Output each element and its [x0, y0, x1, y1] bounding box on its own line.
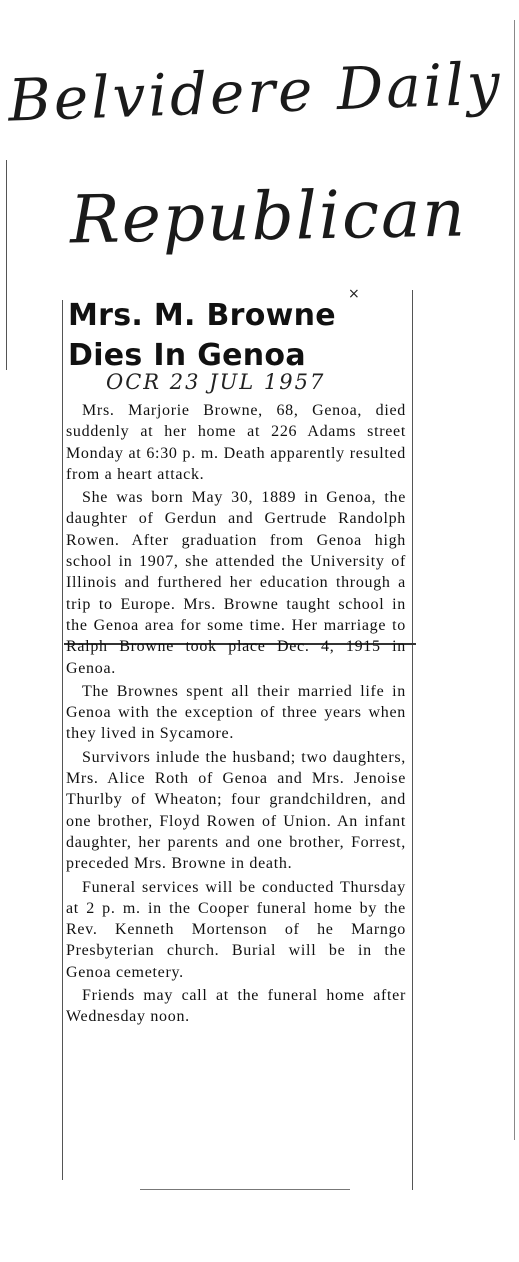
paragraph-4: Survivors inlude the husband; two daughters, Mrs. Alice Roth of Genoa and Mrs. Jenoise Thurlby of Wheaton; four grandchildren, and one brother, Floyd Rowen of Union. An infant daughter, her parents and one brother, Forrest, preceded Mrs. Browne in death.	[66, 748, 406, 873]
obituary-clipping	[66, 296, 406, 1030]
headline-line2: Dies In Genoa	[68, 338, 306, 373]
handwritten-publication-name: Belvidere Daily	[6, 49, 504, 135]
handwritten-date: OCR 23 JUL 1957	[106, 370, 326, 394]
paragraph-1: Mrs. Marjorie Browne, 68, Genoa, died suddenly at her home at 226 Adams street Monday at 6:30 p. m. Death apparently resulted from a heart attack.	[66, 402, 406, 483]
left-border-upper	[6, 160, 7, 370]
paragraph-5: Funeral services will be conducted Thursday at 2 p. m. in the Cooper funeral home by the Rev. Kenneth Mortenson of he Marngo Presbyterian church. Burial will be in the Genoa cemetery.	[66, 878, 406, 981]
corner-mark: ×	[348, 286, 360, 302]
left-border-lower	[62, 300, 63, 1180]
paragraph-6: Friends may call at the funeral home after Wednesday noon.	[66, 987, 406, 1026]
paragraph-3: The Brownes spent all their married life in Genoa with the exception of three years when they lived in Sycamore.	[66, 682, 406, 743]
paragraph-2: She was born May 30, 1889 in Genoa, the daughter of Gerdun and Gertrude Randolph Rowen. After graduation from Genoa high school in 1907, she attended the University of Illinois and furthered her education through a trip to Europe. Mrs. Browne taught school in the Genoa area for some time. Her marriage to Ralph Browne took place Dec. 4, 1915 in Genoa.	[66, 489, 406, 677]
handwritten-publication-name-line2: Republican	[69, 174, 468, 259]
bottom-rule	[140, 1189, 350, 1190]
headline-line1: Mrs. M. Browne	[68, 298, 336, 333]
right-border	[412, 290, 413, 1190]
page-right-edge	[514, 20, 515, 1140]
